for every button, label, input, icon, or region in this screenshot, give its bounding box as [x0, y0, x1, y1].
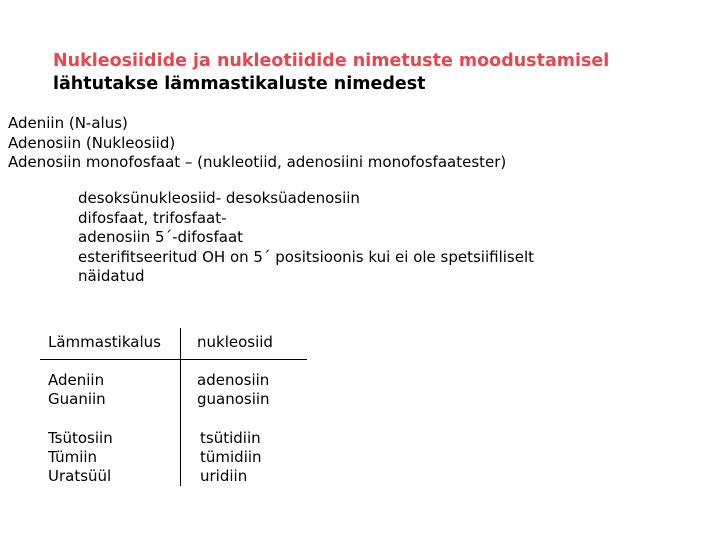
notes-line: esterifitseeritud OH on 5´ positsioonis kui ei ole spetsiifiliselt — [78, 247, 535, 266]
table-header-nucleoside: nukleosiid — [197, 333, 273, 351]
table-cell-base: Adeniin — [48, 371, 105, 389]
intro-line: Adenosiin monofosfaat – (nukleotiid, adenosiini monofosfaatester) — [8, 153, 507, 171]
table-column-divider — [180, 328, 181, 486]
table-cell-nucleoside: tümidiin — [200, 448, 262, 466]
intro-line: Adenosiin (Nukleosiid) — [8, 133, 176, 152]
table-cell-nucleoside: guanosiin — [197, 390, 270, 408]
table-cell-base: Uratsüül — [48, 467, 112, 485]
notes-line: näidatud — [78, 267, 145, 285]
notes-line: adenosiin 5´-difosfaat — [78, 228, 244, 246]
table-cell-nucleoside: tsütidiin — [200, 429, 261, 447]
table-cell-base: Tsütosiin — [48, 429, 113, 447]
title-line-2: lähtutakse lämmastikaluste nimedest — [53, 74, 426, 94]
notes-block — [78, 189, 534, 287]
notes-line: difosfaat, trifosfaat- — [78, 208, 227, 227]
title-line-1: Nukleosiidide ja nukleotiidide nimetuste moodustamisel — [53, 51, 610, 71]
table-cell-base: Tümiin — [48, 448, 98, 466]
intro-line: Adeniin (N-alus) — [8, 114, 128, 132]
intro-block — [8, 114, 506, 173]
notes-line: desoksünukleosiid- desoksüadenosiin — [78, 189, 360, 207]
table-cell-nucleoside: uridiin — [200, 467, 248, 485]
table-header-rule — [40, 359, 307, 360]
table-cell-nucleoside: adenosiin — [197, 371, 270, 389]
table-cell-base: Guaniin — [48, 390, 106, 408]
table-header-base: Lämmastikalus — [48, 333, 161, 351]
